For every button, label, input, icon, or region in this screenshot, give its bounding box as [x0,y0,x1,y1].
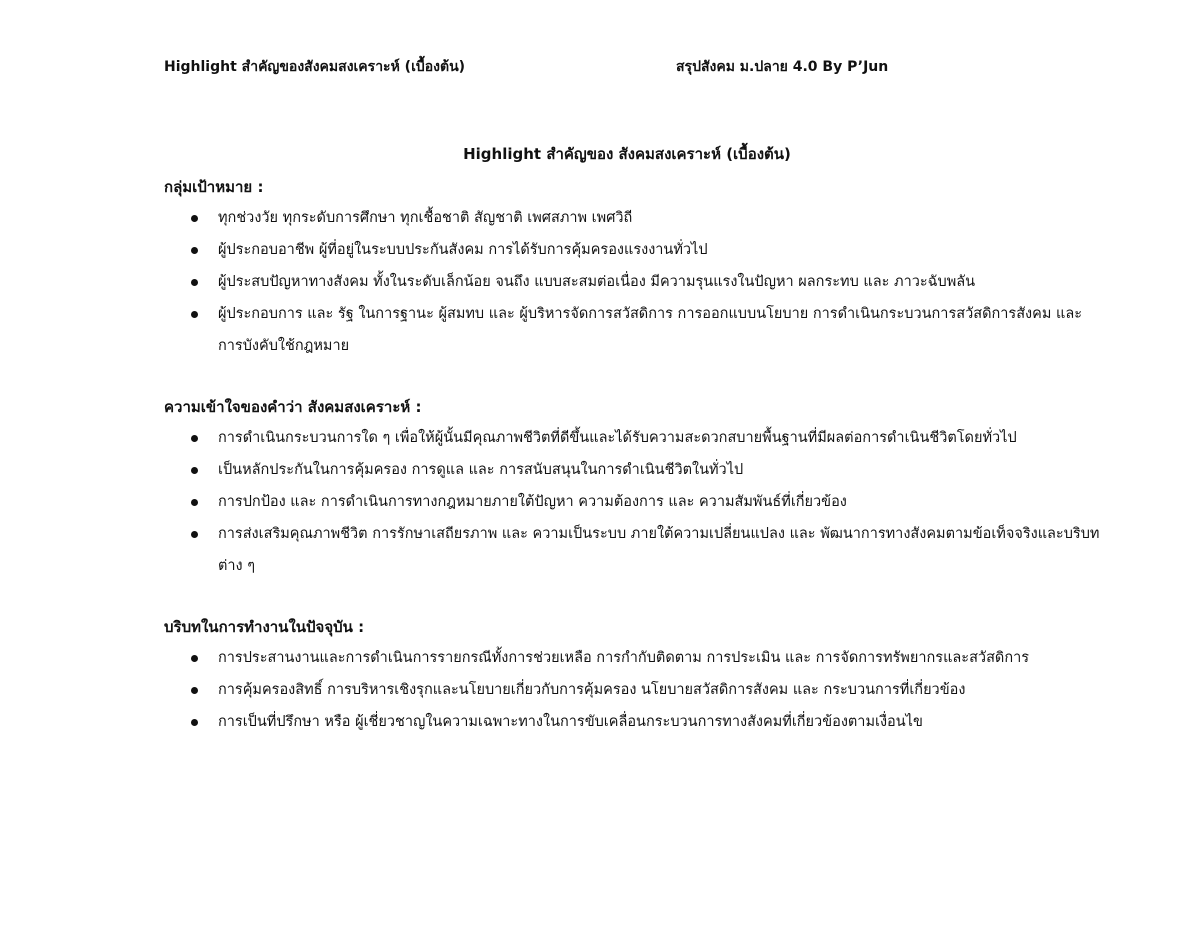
list-item-text: การเป็นที่ปรึกษา หรือ ผู้เชี่ยวชาญในความเฉพาะทางในการขับเคลื่อนกระบวนการทางสังคมที่เกี่ยวข้องตามเงื่อนไข [218,714,923,730]
bullet-icon [191,467,198,474]
bullet-list [164,202,1104,362]
section-current-context [164,612,1104,738]
bullet-icon [191,499,198,506]
bullet-icon [191,247,198,254]
section-heading: บริบทในการทำงานในปัจจุบัน : [164,618,365,636]
list-item-text: เป็นหลักประกันในการคุ้มครอง การดูแล และ การสนับสนุนในการดำเนินชีวิตในทั่วไป [218,462,744,478]
list-item [164,674,1104,706]
bullet-icon [191,655,198,662]
list-item [164,298,1104,362]
list-item-text: การคุ้มครองสิทธิ์ การบริหารเชิงรุกและนโยบายเกี่ยวกับการคุ้มครอง นโยบายสวัสดิการสังคม และ กระบวนการที่เกี่ยวข้อง [218,682,966,698]
section-target-group [164,172,1104,362]
bullet-icon [191,279,198,286]
list-item-text: การส่งเสริมคุณภาพชีวิต การรักษาเสถียรภาพ และ ความเป็นระบบ ภายใต้ความเปลี่ยนแปลง และ พัฒนาการทางสังคมตามข้อเท็จจริงและบริบทต่าง ๆ [218,526,1100,574]
bullet-list [164,422,1104,582]
header-left-text: Highlight สำคัญของสังคมสงเคราะห์ (เบื้องต้น) [164,59,466,75]
list-item-text: การประสานงานและการดำเนินการรายกรณีทั้งการช่วยเหลือ การกำกับติดตาม การประเมิน และ การจัดการทรัพยากรและสวัสดิการ [218,650,1030,666]
bullet-icon [191,435,198,442]
list-item [164,706,1104,738]
list-item-text: การปกป้อง และ การดำเนินการทางกฎหมายภายใต้ปัญหา ความต้องการ และ ความสัมพันธ์ที่เกี่ยวข้อง [218,494,847,510]
section-heading: กลุ่มเป้าหมาย : [164,178,264,196]
bullet-icon [191,215,198,222]
list-item-text: ผู้ประสบปัญหาทางสังคม ทั้งในระดับเล็กน้อย จนถึง แบบสะสมต่อเนื่อง มีความรุนแรงในปัญหา ผลกระทบ และ ภาวะฉับพลัน [218,274,976,290]
list-item [164,518,1104,582]
list-item-text: ทุกช่วงวัย ทุกระดับการศึกษา ทุกเชื้อชาติ สัญชาติ เพศสภาพ เพศวิถี [218,210,633,226]
list-item-text: การดำเนินกระบวนการใด ๆ เพื่อให้ผู้นั้นมีคุณภาพชีวิตที่ดีขึ้นและได้รับความสะดวกสบายพื้นฐานที่มีผลต่อการดำเนินชีวิตโดยทั่วไป [218,430,1017,446]
list-item [164,266,1104,298]
header-right-text: สรุปสังคม ม.ปลาย 4.0 By P’Jun [676,59,889,75]
list-item [164,642,1104,674]
bullet-icon [191,531,198,538]
bullet-icon [191,687,198,694]
document-title: Highlight สำคัญของ สังคมสงเคราะห์ (เบื้องต้น) [463,145,791,163]
list-item [164,234,1104,266]
bullet-icon [191,311,198,318]
list-item [164,454,1104,486]
bullet-list [164,642,1104,738]
bullet-icon [191,719,198,726]
list-item-text: ผู้ประกอบการ และ รัฐ ในการฐานะ ผู้สมทบ และ ผู้บริหารจัดการสวัสดิการ การออกแบบนโยบาย การดำเนินกระบวนการสวัสดิการสังคม และ การบังคับใช้กฎหมาย [218,306,1083,354]
section-heading: ความเข้าใจของคำว่า สังคมสงเคราะห์ : [164,398,422,416]
list-item [164,486,1104,518]
section-definition [164,392,1104,582]
list-item-text: ผู้ประกอบอาชีพ ผู้ที่อยู่ในระบบประกันสังคม การได้รับการคุ้มครองแรงงานทั่วไป [218,242,708,258]
running-header [164,56,1064,80]
list-item [164,202,1104,234]
list-item [164,422,1104,454]
